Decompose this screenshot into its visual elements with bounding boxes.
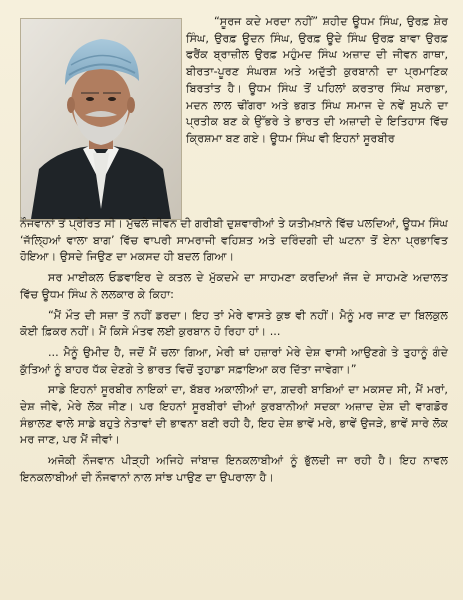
author-portrait-image bbox=[21, 19, 181, 219]
court-quote-2: ... ਮੈਨੂੰ ਉਮੀਦ ਹੈ, ਜਦੋਂ ਮੈਂ ਚਲਾ ਗਿਆ, ਮੇਰੀ ਥਾਂ ਹਜ਼ਾਰਾਂ ਮੇਰੇ ਦੇਸ਼ ਵਾਸੀ ਆਉਣਗੇ ਤੇ ਤੁਹਾਨੂੰ ਗੰਦੇ ਕੁੱਤਿਆਂ ਨੂੰ ਬਾਹਰ ਧੱਕ ਦੇਣਗੇ ਤੇ ਭਾਰਤ ਵਿਚੋਂ ਤੁਹਾਡਾ ਸਫ਼ਾਇਆ ਕਰ ਦਿੱਤਾ ਜਾਵੇਗਾ।” bbox=[20, 345, 448, 376]
author-portrait bbox=[20, 18, 182, 220]
court-quote-1: “ਮੈਂ ਮੌਤ ਦੀ ਸਜ਼ਾ ਤੋਂ ਨਹੀਂ ਡਰਦਾ। ਇਹ ਤਾਂ ਮੇਰੇ ਵਾਸਤੇ ਕੁਝ ਵੀ ਨਹੀਂ। ਮੈਨੂੰ ਮਰ ਜਾਣ ਦਾ ਬਿਲਕੁਲ ਕੋਈ ਫ਼ਿਕਰ ਨਹੀਂ। ਮੈਂ ਕਿਸੇ ਮੰਤਵ ਲਈ ਕੁਰਬਾਨ ਹੋ ਰਿਹਾ ਹਾਂ। ... bbox=[20, 308, 448, 339]
intro-paragraph bbox=[186, 14, 448, 148]
intro-text: ਸ਼ਹੀਦ ਊਧਮ ਸਿੰਘ, ਉਰਫ਼ ਸ਼ੇਰ ਸਿੰਘ, ਉਰਫ਼ ਊਦਨ ਸਿੰਘ, ਉਰਫ਼ ਊਦੇ ਸਿੰਘ ਉਰਫ਼ ਬਾਵਾ ਉਰਫ਼ ਫਰੈਂਕ ਬ੍ਰਾਜ਼ੀਲ ਉਰਫ਼ ਮਹੁੰਮਦ ਸਿੰਘ ਅਜ਼ਾਦ ਦੀ ਜੀਵਨ ਗਾਥਾ, ਬੀਰਤਾ-ਪੂਰਣ ਸੰਘਰਸ਼ ਅਤੇ ਅਦੁੱਤੀ ਕੁਰਬਾਨੀ ਦਾ ਪ੍ਰਮਾਣਿਕ ਬਿਰਤਾਂਤ ਹੈ। ਊਧਮ ਸਿੰਘ ਤੋਂ ਪਹਿਲਾਂ ਕਰਤਾਰ ਸਿੰਘ ਸਰਾਭਾ, ਮਦਨ ਲਾਲ ਢੀਂਗਰਾ ਅਤੇ ਭਗਤ ਸਿੰਘ ਸਮਾਜ ਦੇ ਨਵੇਂ ਸੁਪਨੇ ਦਾ ਪ੍ਰਤੀਕ ਬਣ ਕੇ ਉੱਭਰੇ ਤੇ ਭਾਰਤ ਦੀ ਅਜ਼ਾਦੀ ਦੇ ਇਤਿਹਾਸ ਵਿੱਚ ਕ੍ਰਿਸ਼ਮਾ ਬਣ ਗਏ। ਊਧਮ ਸਿੰਘ ਵੀ ਇਹਨਾਂ ਸੂਰਬੀਰ bbox=[186, 15, 449, 145]
paragraph-4: ਅਜੋਕੀ ਨੌਜਵਾਨ ਪੀੜ੍ਹੀ ਅਜਿਹੇ ਜਾਂਬਾਜ਼ ਇਨਕਲਾਬੀਆਂ ਨੂੰ ਭੁੱਲਦੀ ਜਾ ਰਹੀ ਹੈ। ਇਹ ਨਾਵਲ ਇਨਕਲਾਬੀਆਂ ਦੀ ਨੌਜਵਾਨਾਂ ਨਾਲ ਸਾਂਝ ਪਾਉਣ ਦਾ ਉਪਰਾਲਾ ਹੈ। bbox=[20, 454, 448, 484]
book-title-quote: “ਸੂਰਜ ਕਦੇ ਮਰਦਾ ਨਹੀਂ” bbox=[214, 15, 319, 28]
intro-column bbox=[186, 14, 448, 148]
paragraph-3: ਸਾਡੇ ਇਹਨਾਂ ਸੂਰਬੀਰ ਨਾਇਕਾਂ ਦਾ, ਬੱਬਰ ਅਕਾਲੀਆਂ ਦਾ, ਗ਼ਦਰੀ ਬਾਬਿਆਂ ਦਾ ਮਕਸਦ ਸੀ, ਮੈਂ ਮਰਾਂ, ਦੇਸ਼ ਜੀਵੇ, ਮੇਰੇ ਲੋਕ ਜੀਣ। ਪਰ ਇਹਨਾਂ ਸੂਰਬੀਰਾਂ ਦੀਆਂ ਕੁਰਬਾਨੀਆਂ ਸਦਕਾ ਅਜ਼ਾਦ ਦੇਸ਼ ਦੀ ਵਾਗਡੋਰ ਸੰਭਾਲਣ ਵਾਲੇ ਸਾਡੇ ਬਹੁਤੇ ਨੇਤਾਵਾਂ ਦੀ ਭਾਵਨਾ ਬਣੀ ਰਹੀ ਹੈ, ਇਹ ਦੇਸ਼ ਭਾਵੇਂ ਮਰੇ, ਭਾਵੇਂ ਉਜੜੇ, ਭਾਵੇਂ ਸਾਰੇ ਲੋਕ ਮਰ ਜਾਣ, ਪਰ ਮੈਂ ਜੀਵਾਂ। bbox=[20, 383, 448, 447]
main-text bbox=[20, 216, 448, 487]
paragraph-2: ਸਰ ਮਾਈਕਲ ਓਡਵਾਇਰ ਦੇ ਕਤਲ ਦੇ ਮੁੱਕਦਮੇ ਦਾ ਸਾਹਮਣਾ ਕਰਦਿਆਂ ਜੱਜ ਦੇ ਸਾਹਮਣੇ ਅਦਾਲਤ ਵਿੱਚ ਊਧਮ ਸਿੰਘ ਨੇ ਲਲਕਾਰ ਕੇ ਕਿਹਾ: bbox=[20, 271, 448, 301]
paragraph-1-continued: ਨੌਜਵਾਨਾਂ ਤੋਂ ਪ੍ਰੇਰਿਤ ਸੀ। ਮੁੱਢਲੇ ਜੀਵਨ ਦੀ ਗਰੀਬੀ ਦੁਸ਼ਵਾਰੀਆਂ ਤੇ ਯਤੀਮਖ਼ਾਨੇ ਵਿੱਚ ਪਲਦਿਆਂ, ਊਧਮ ਸਿੰਘ ‘ਜੱਲ੍ਹਿਆਂ ਵਾਲਾ ਬਾਗ’ ਵਿੱਚ ਵਾਪਰੀ ਸਾਮਰਾਜੀ ਵਹਿਸ਼ਤ ਅਤੇ ਦਰਿੰਦਗੀ ਦੀ ਘਟਨਾ ਤੋਂ ਏਨਾ ਪ੍ਰਭਾਵਿਤ ਹੋਇਆ। ਉਸਦੇ ਜਿਉਣ ਦਾ ਮਕਸਦ ਹੀ ਬਦਲ ਗਿਆ। bbox=[20, 217, 448, 264]
